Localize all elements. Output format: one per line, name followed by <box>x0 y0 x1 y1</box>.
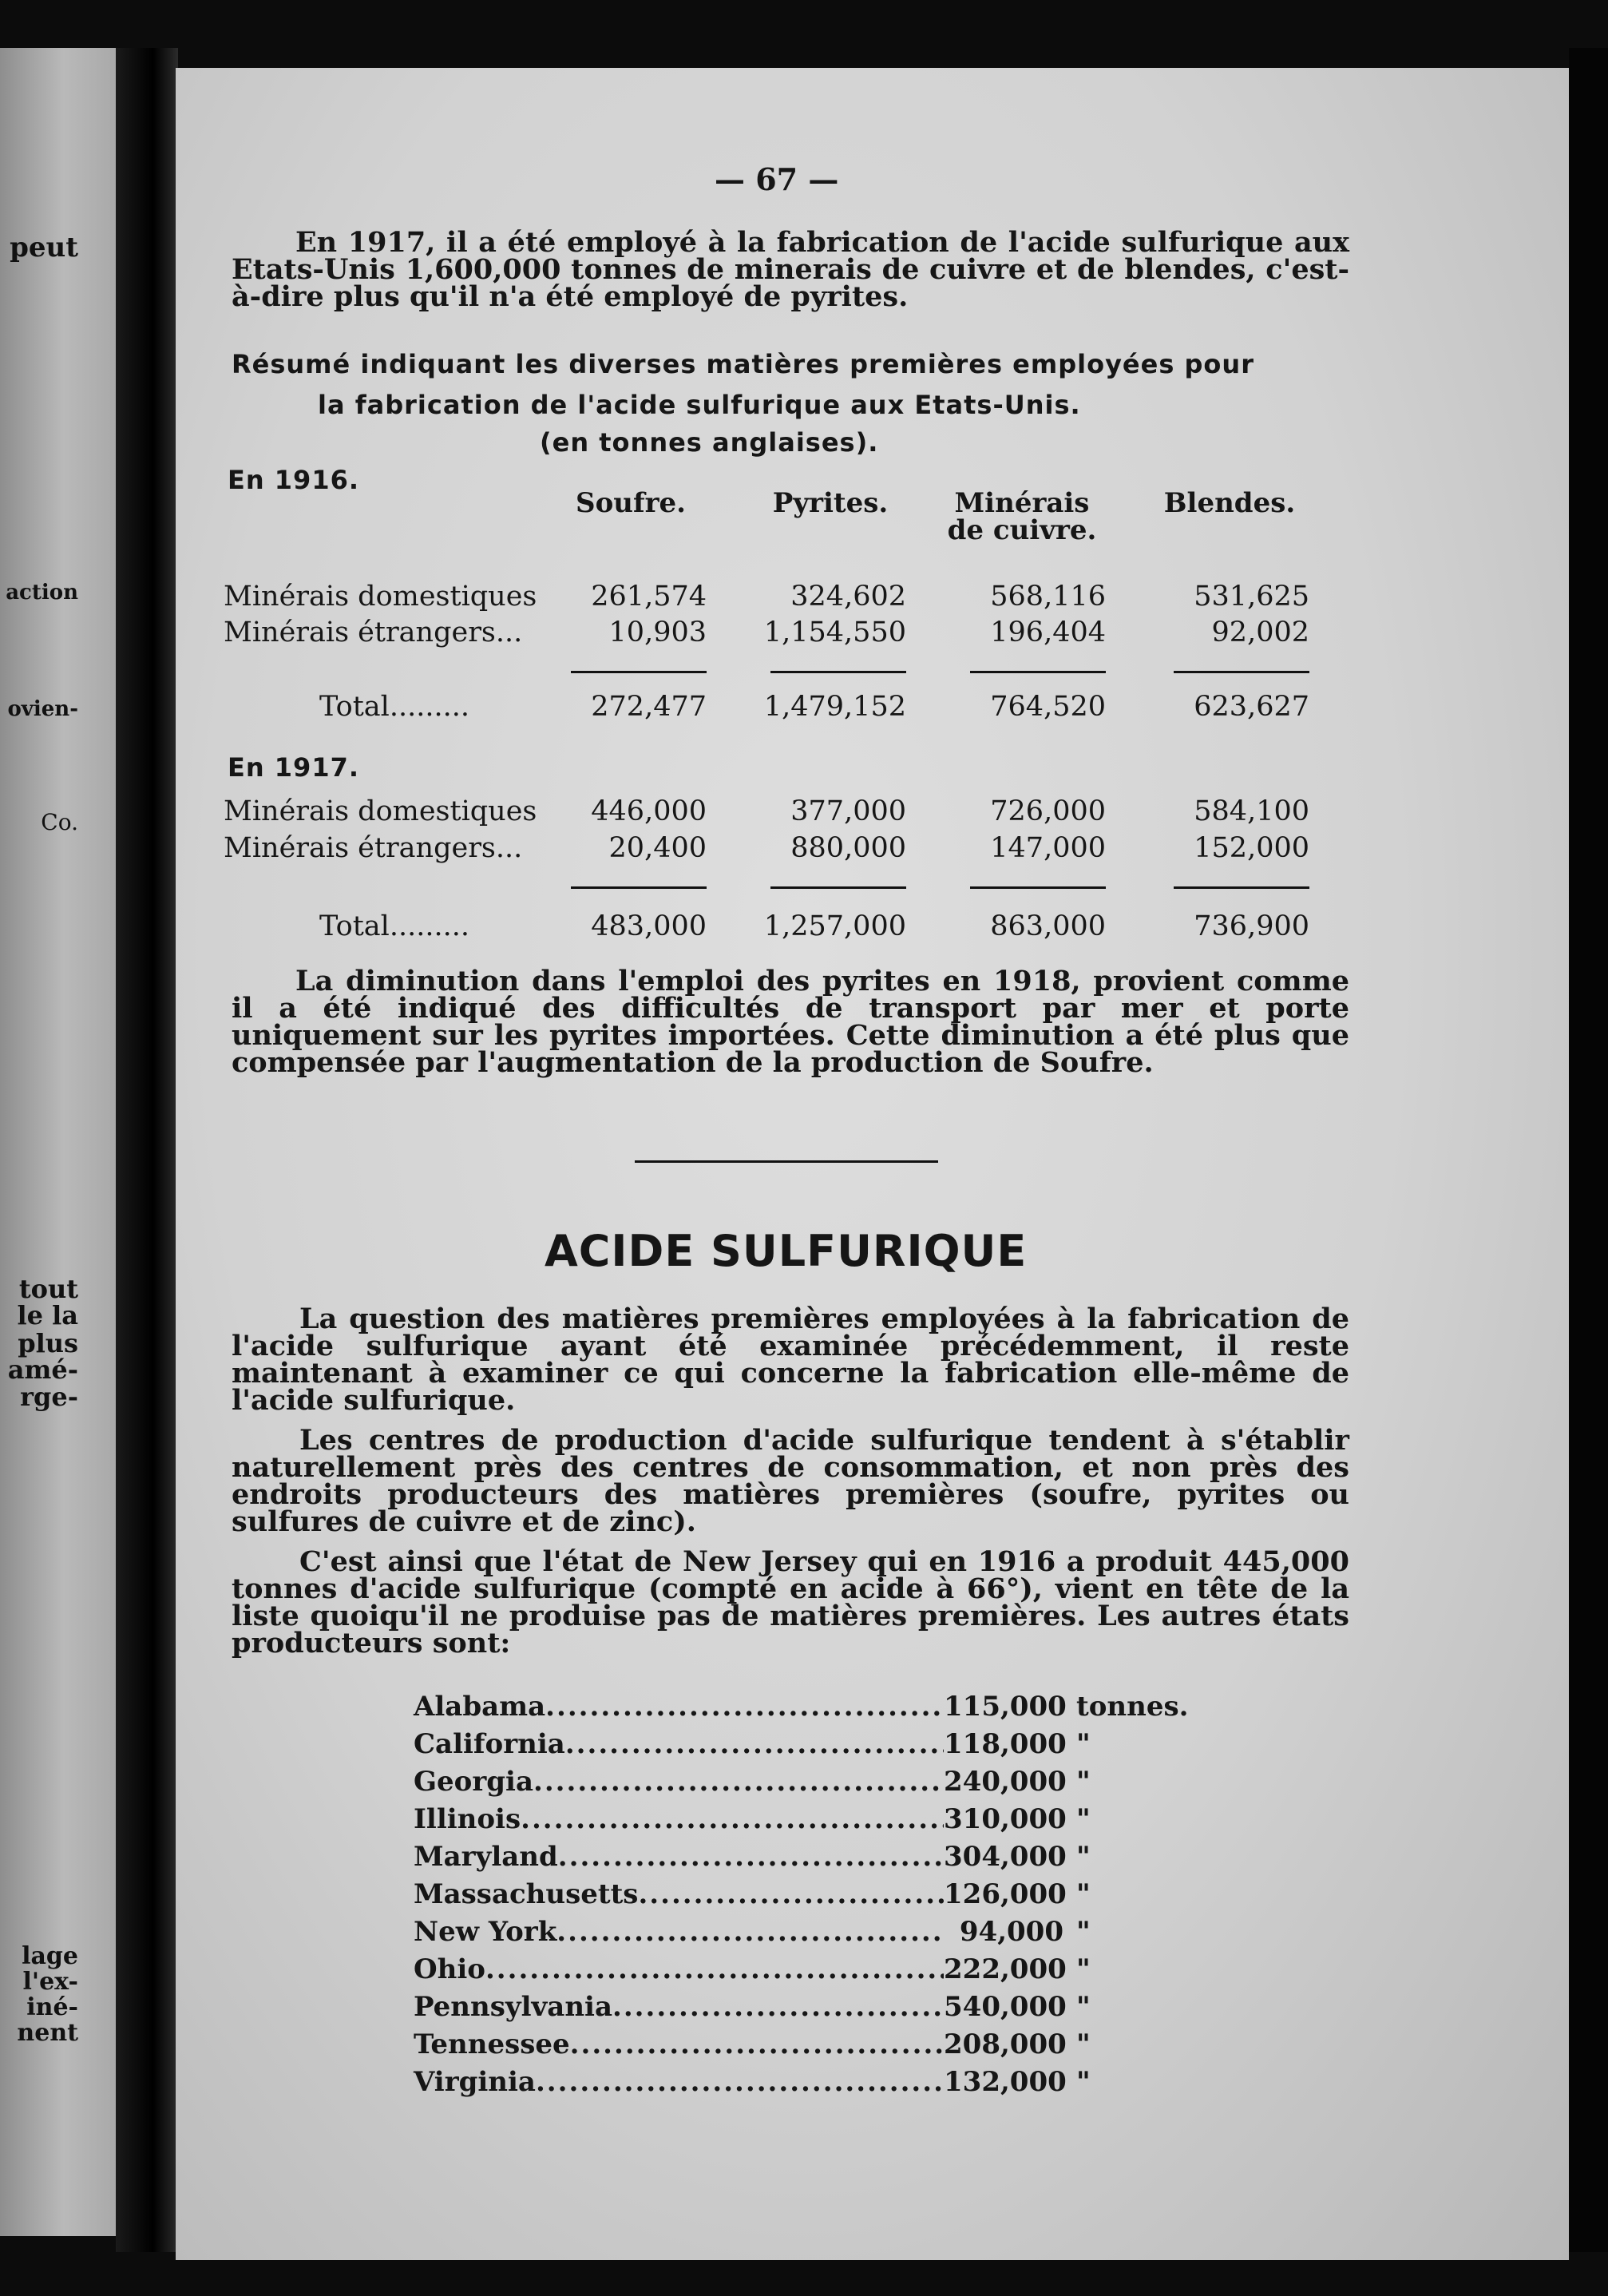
state-name: California <box>414 1728 565 1760</box>
leader-dots <box>533 1766 944 1798</box>
left-fragment-text: action <box>6 581 78 605</box>
table-cell: 147,000 <box>990 832 1106 864</box>
list-item <box>414 2028 1204 2060</box>
state-name: Maryland <box>414 1841 558 1873</box>
year-label-1917: En 1917. <box>228 752 359 783</box>
sum-rule <box>1174 671 1309 673</box>
paragraph-text: En 1917, il a été employé à la fabrication de l'acide sulfurique aux Etats-Unis 1,600,000 tonnes de minerais de cuivre et de blendes, c'est-à-dire plus qu'il n'a été employé de pyrites. <box>232 226 1349 313</box>
sum-rule <box>970 671 1106 673</box>
left-fragment-text: le la <box>17 1300 78 1330</box>
left-fragment-text: tout <box>18 1274 78 1304</box>
left-fragment-text: lage <box>22 1942 78 1970</box>
state-name: Virginia <box>414 2066 536 2098</box>
paragraph-text: C'est ainsi que l'état de New Jersey qui en 1916 a produit 445,000 tonnes d'acide sulfurique (compté en acide à 66°), vient en tête de la liste quoiqu'il ne produise pas de matières premières. Les autres états producteurs sont: <box>232 1545 1349 1660</box>
list-item <box>414 1691 1204 1723</box>
unit-label: " <box>1076 1878 1091 1910</box>
book-gutter <box>116 48 178 2252</box>
state-name: Pennsylvania <box>414 1991 612 2023</box>
list-item <box>414 1841 1204 1873</box>
left-fragment-text: iné- <box>26 1993 78 2021</box>
paragraph-text: Les centres de production d'acide sulfurique tendent à s'établir naturellement près des centres de consommation, et non près des endroits producteurs des matières premières (soufre, pyrites ou sulfures de cuivre et de zinc). <box>232 1424 1349 1538</box>
unit-label: " <box>1076 1728 1091 1760</box>
state-value: 132,000 <box>944 2066 1067 2098</box>
summary-heading-line3: (en tonnes anglaises). <box>540 427 879 458</box>
state-name: Georgia <box>414 1766 533 1798</box>
table-cell: 726,000 <box>990 795 1106 827</box>
list-item <box>414 1991 1204 2023</box>
diminution-paragraph <box>232 965 1349 1079</box>
column-header-soufre: Soufre. <box>576 487 686 519</box>
leader-dots <box>545 1691 944 1723</box>
state-value: 115,000 <box>944 1691 1067 1723</box>
state-name: Illinois <box>414 1803 521 1835</box>
summary-heading-line2: la fabrication de l'acide sulfurique aux Etats-Unis. <box>318 390 1081 420</box>
state-name: New York <box>414 1916 557 1948</box>
state-name: Ohio <box>414 1953 485 1985</box>
column-header-mineral-cuivre: Minérais de cuivre. <box>947 487 1097 546</box>
unit-label: " <box>1076 2028 1091 2060</box>
unit-label: " <box>1076 2066 1091 2098</box>
left-page-fragment <box>0 48 116 2236</box>
table-cell: 10,903 <box>608 617 707 648</box>
unit-label: " <box>1076 1841 1091 1873</box>
intro-paragraph <box>232 226 1349 313</box>
table-total: 1,257,000 <box>763 910 906 942</box>
list-item <box>414 1803 1204 1835</box>
table-total: 1,479,152 <box>763 691 906 723</box>
scan-edge <box>1569 48 1608 2252</box>
sum-rule <box>571 671 707 673</box>
state-value: 208,000 <box>944 2028 1067 2060</box>
leader-dots <box>570 2028 944 2060</box>
unit-label: " <box>1076 1991 1091 2023</box>
table-cell: 92,002 <box>1211 617 1309 648</box>
sum-rule <box>571 886 707 889</box>
total-label: Total......... <box>319 691 469 723</box>
paragraph-text: La diminution dans l'emploi des pyrites en 1918, provient comme il a été indiqué des difficultés de transport par mer et porte uniquement sur les pyrites importées. Cette diminution a été plus que compensée par l'augmentation de la production de Soufre. <box>232 965 1349 1079</box>
year-label-1916: En 1916. <box>228 465 359 495</box>
state-name: Tennessee <box>414 2028 570 2060</box>
state-value: 304,000 <box>944 1841 1067 1873</box>
sum-rule <box>970 886 1106 889</box>
unit-label: " <box>1076 1766 1091 1798</box>
state-value: 222,000 <box>944 1953 1067 1985</box>
left-fragment-text: rge- <box>20 1382 78 1412</box>
list-item <box>414 1953 1204 1985</box>
table-cell: 324,602 <box>790 581 906 613</box>
leader-dots <box>485 1953 944 1985</box>
leader-dots <box>536 2066 944 2098</box>
section-divider <box>635 1160 938 1163</box>
table-cell: 261,574 <box>591 581 707 613</box>
table-total: 272,477 <box>591 691 707 723</box>
leader-dots <box>521 1803 944 1835</box>
table-cell: 531,625 <box>1194 581 1309 613</box>
unit-label: " <box>1076 1916 1091 1948</box>
list-item <box>414 1766 1204 1798</box>
summary-heading-line1: Résumé indiquant les diverses matières premières employées pour <box>232 349 1254 379</box>
table-cell: 446,000 <box>591 795 707 827</box>
state-value: 118,000 <box>944 1728 1067 1760</box>
column-header-blendes: Blendes. <box>1163 487 1296 519</box>
row-label: Minérais étrangers... <box>224 617 523 648</box>
section-title: ACIDE SULFURIQUE <box>545 1226 1028 1276</box>
list-item <box>414 2066 1204 2098</box>
state-name: Alabama <box>414 1691 546 1723</box>
state-value: 310,000 <box>944 1803 1067 1835</box>
list-item <box>414 1916 1204 1948</box>
state-value: 94,000 <box>959 1916 1063 1948</box>
list-item <box>414 1878 1204 1910</box>
left-fragment-text: Co. <box>41 809 78 835</box>
list-item <box>414 1728 1204 1760</box>
table-total: 863,000 <box>990 910 1106 942</box>
sum-rule <box>770 671 906 673</box>
row-label: Minérais domestiques <box>224 795 537 827</box>
sum-rule <box>1174 886 1309 889</box>
left-fragment-text: ovien- <box>7 697 78 721</box>
state-value: 126,000 <box>944 1878 1067 1910</box>
left-fragment-text: amé- <box>7 1354 78 1385</box>
leader-dots <box>612 1991 944 2023</box>
table-cell: 584,100 <box>1194 795 1309 827</box>
page-number: — 67 — <box>715 161 839 197</box>
table-cell: 880,000 <box>790 832 906 864</box>
table-cell: 152,000 <box>1194 832 1309 864</box>
table-cell: 568,116 <box>990 581 1106 613</box>
leader-dots <box>558 1841 944 1873</box>
row-label: Minérais étrangers... <box>224 832 523 864</box>
section-body <box>232 1303 1349 1660</box>
state-value: 540,000 <box>944 1991 1067 2023</box>
left-fragment-text: l'ex- <box>22 1968 78 1996</box>
column-header-pyrites: Pyrites. <box>772 487 889 519</box>
paragraph-text: La question des matières premières employées à la fabrication de l'acide sulfurique ayant été examinée précédemment, il reste maintenant à examiner ce qui concerne la fabrication elle-même de l'acide sulfurique. <box>232 1303 1349 1417</box>
table-total: 623,627 <box>1194 691 1309 723</box>
total-label: Total......... <box>319 910 469 942</box>
state-name: Massachusetts <box>414 1878 639 1910</box>
sum-rule <box>770 886 906 889</box>
table-cell: 20,400 <box>608 832 707 864</box>
table-total: 764,520 <box>990 691 1106 723</box>
table-total: 736,900 <box>1194 910 1309 942</box>
row-label: Minérais domestiques <box>224 581 537 613</box>
table-cell: 377,000 <box>790 795 906 827</box>
leader-dots <box>638 1878 944 1910</box>
leader-dots <box>565 1728 944 1760</box>
table-total: 483,000 <box>591 910 707 942</box>
table-cell: 1,154,550 <box>763 617 906 648</box>
unit-label: " <box>1076 1803 1091 1835</box>
unit-label: " <box>1076 1953 1091 1985</box>
left-fragment-text: peut <box>10 232 78 264</box>
table-cell: 196,404 <box>990 617 1106 648</box>
unit-label: tonnes. <box>1076 1691 1189 1723</box>
state-value: 240,000 <box>944 1766 1067 1798</box>
leader-dots <box>556 1916 944 1948</box>
left-fragment-text: plus <box>18 1328 78 1358</box>
left-fragment-text: nent <box>17 2019 78 2047</box>
